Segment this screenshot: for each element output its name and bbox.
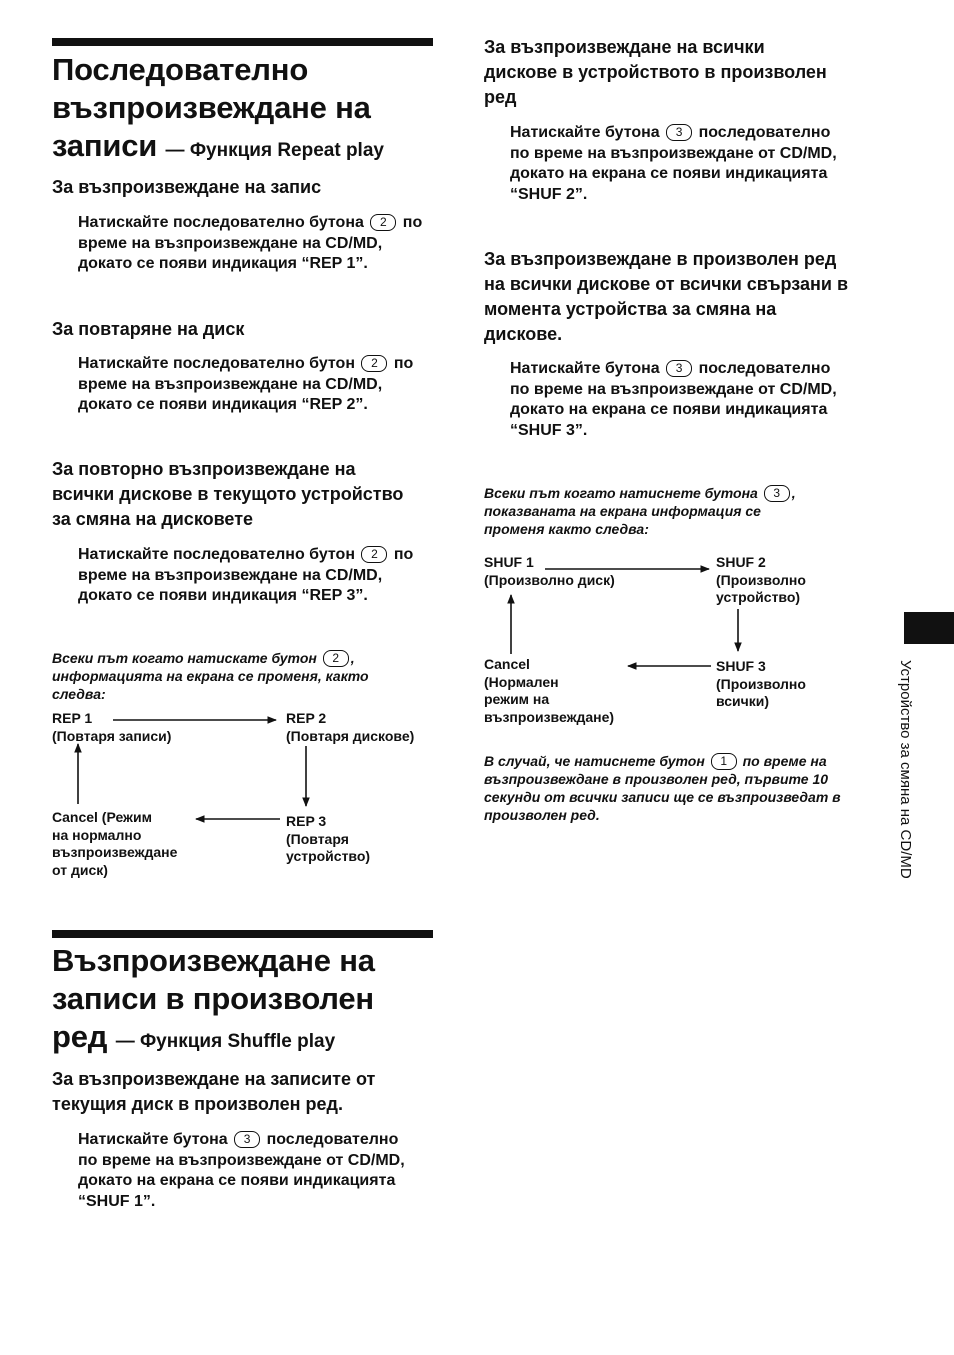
shuffle-title-line-2: записи в произволен [52,981,374,1016]
rep1-node: REP 1 (Повтаря записи) [52,710,172,744]
shuffle-section-3-heading: За възпроизвеждане в произволен ред на всички дискове от всички свързани в момента устройства за смяна на дискове. [484,249,849,344]
shuffle-section-1-text: Натискайте бутона 3 последователно по време на възпроизвеждане от CD/MD, докато на екрана се появи индикацията “SHUF 1”. [78,1131,405,1210]
shuffle-subtitle: — Функция Shuffle play [115,1031,336,1052]
repeat-title-line-1: Последователно [52,52,309,87]
shuffle-title-line-1: Възпроизвеждане на [52,943,375,978]
shuf2-node: SHUF 2 (Произволно устройство) [716,554,806,605]
button-2-icon: 2 [361,355,387,372]
chapter-tab [904,612,954,644]
shuf1-node: SHUF 1 (Произволно диск) [484,554,615,588]
shuffle-section-2-text: Натискайте бутона 3 последователно по време на възпроизвеждане от CD/MD, докато на екрана се появи индикацията “SHUF 2”. [510,124,837,203]
repeat-section-2-heading: За повтаряне на диск [52,319,245,339]
button-1-icon: 1 [711,753,737,770]
rep3-node: REP 3 (Повтаря устройство) [286,813,371,864]
repeat-section-3-text: Натискайте последователно бутон 2 по време на възпроизвеждане на CD/MD, докато се появи индикация “REP 3”. [78,546,414,604]
shuffle-note-2: В случай, че натиснете бутон 1 по време на възпроизвеждане в произволен ред, първите 10 секунди от всички записи ще се възпроизведат в произволен ред. [484,753,841,823]
repeat-title-line-2: възпроизвеждане на [52,90,371,125]
button-3-icon: 3 [666,360,692,377]
shuffle-section-3-text: Натискайте бутона 3 последователно по време на възпроизвеждане от CD/MD, докато на екрана се появи индикацията “SHUF 3”. [510,360,837,439]
repeat-section-1-heading: За възпроизвеждане на запис [52,177,322,197]
repeat-section-2-text: Натискайте последователно бутон 2 по време на възпроизвеждане на CD/MD, докато се появи индикация “REP 2”. [78,355,414,413]
button-3-icon: 3 [234,1131,260,1148]
rep2-node: REP 2 (Повтаря дискове) [286,710,415,744]
shuffle-section-2-heading: За възпроизвеждане на всички дискове в устройството в произволен ред [484,37,827,107]
sidebar-label: Устройство за смяна на CD/MD [897,660,914,879]
button-2-icon: 2 [361,546,387,563]
button-3-icon: 3 [764,485,790,502]
repeat-section-1-text: Натискайте последователно бутона 2 по време на възпроизвеждане на CD/MD, докато се появи индикация “REP 1”. [78,214,423,272]
shuffle-note: Всеки път когато натиснете бутона 3 , показваната на екрана информация се променя както следва: [484,485,796,537]
repeat-section-3-heading: За повторно възпроизвеждане на всички дискове в текущото устройство за смяна на дисковете [52,459,404,529]
shuf3-node: SHUF 3 (Произволно всички) [716,658,806,709]
button-3-icon: 3 [666,124,692,141]
button-2-icon: 2 [370,214,396,231]
repeat-subtitle: — Функция Repeat play [165,140,384,161]
shuffle-cancel-node: Cancel (Нормален режим на възпроизвеждане) [484,656,615,725]
shuffle-section-1-heading: За възпроизвеждане на записите от текущия диск в произволен ред. [52,1069,376,1114]
shuffle-title-line-3: ред [52,1019,108,1054]
button-2-icon: 2 [323,650,349,667]
repeat-note: Всеки път когато натискате бутон 2 , информацията на екрана се променя, както следва: [52,650,369,702]
repeat-cancel-node: Cancel (Режим на нормално възпроизвеждане от диск) [52,809,178,878]
repeat-title-line-3: записи [52,128,158,163]
